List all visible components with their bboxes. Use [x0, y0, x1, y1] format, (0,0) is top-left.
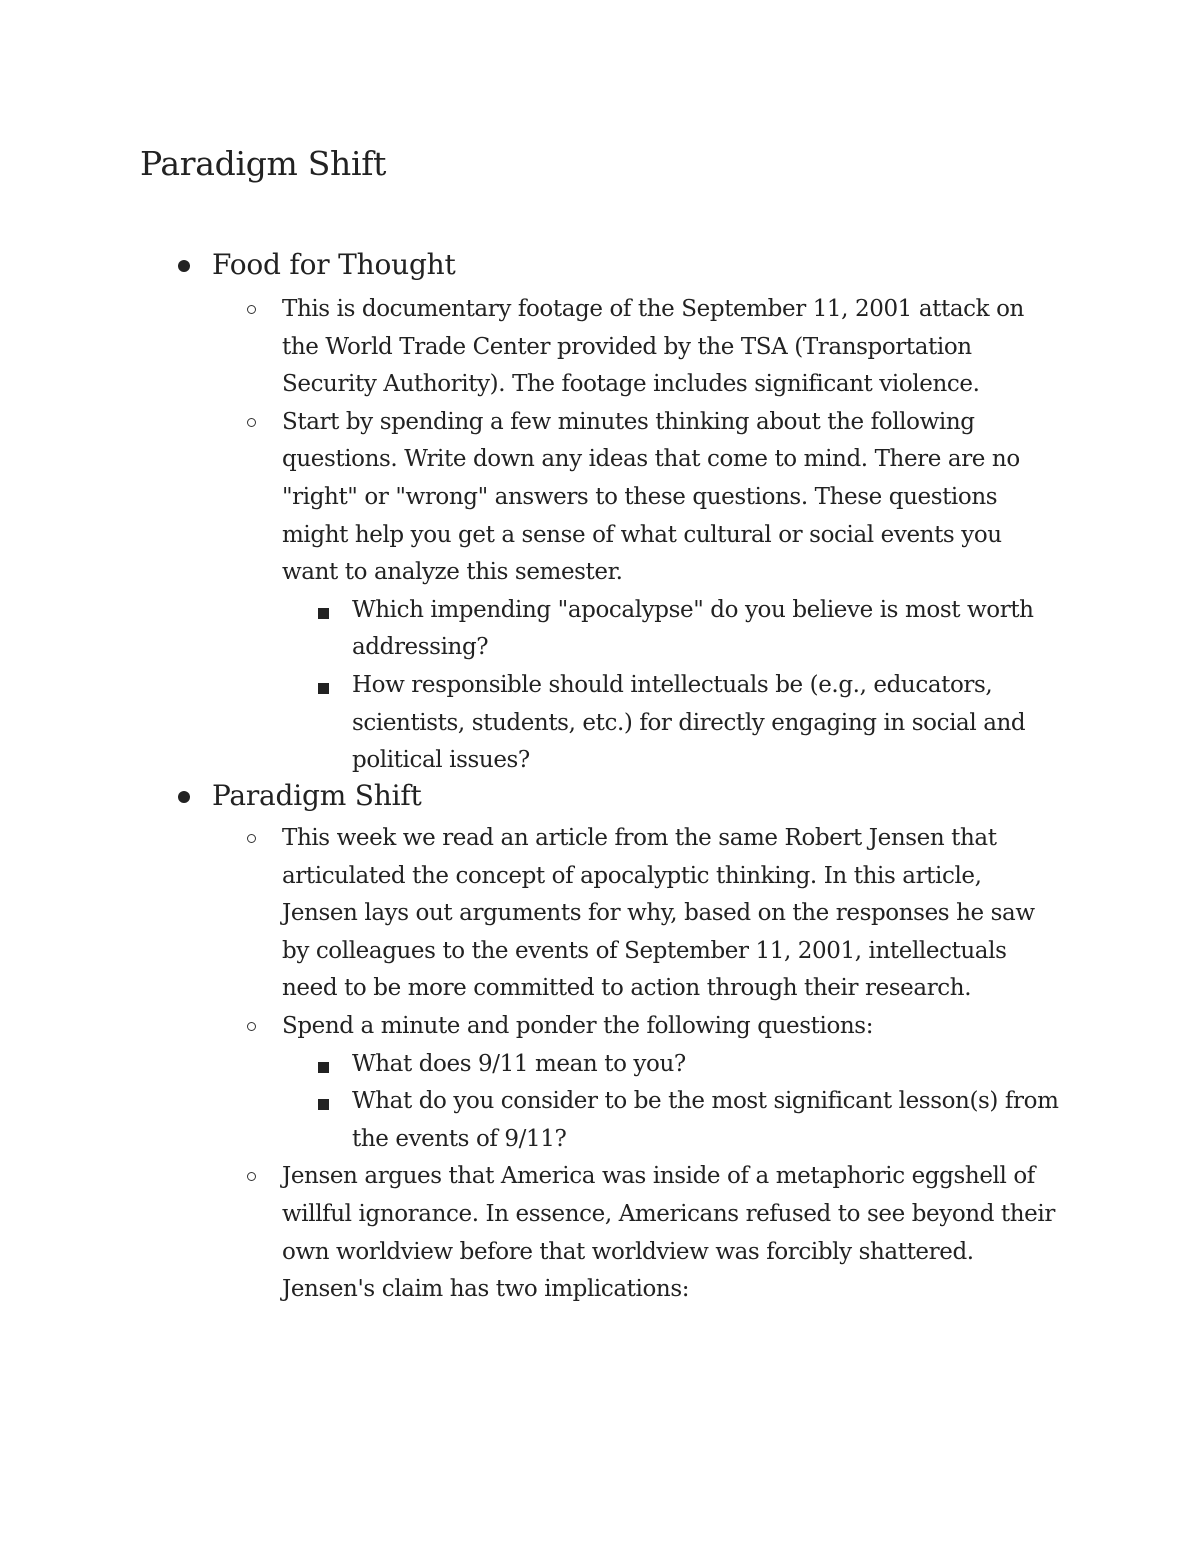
list-item — [0, 404, 1062, 592]
sub-list-item — [0, 667, 1062, 780]
hollow-circle-bullet-icon — [247, 1172, 256, 1181]
list-item-heading — [0, 776, 1200, 816]
sub-list-item-text: What do you consider to be the most significant lesson(s) from the events of 9/11? — [352, 1088, 1059, 1152]
filled-circle-bullet-icon — [178, 260, 190, 272]
list-item — [0, 1158, 1062, 1308]
list-item — [0, 1008, 1062, 1046]
sub-list-item — [0, 592, 1062, 667]
section-heading: Food for Thought — [212, 248, 456, 281]
hollow-circle-bullet-icon — [247, 305, 256, 314]
filled-circle-bullet-icon — [178, 791, 190, 803]
hollow-circle-bullet-icon — [247, 834, 256, 843]
square-bullet-icon — [318, 608, 329, 619]
square-bullet-icon — [318, 1099, 329, 1110]
list-item-text: This week we read an article from the same Robert Jensen that articulated the concept of apocalyptic thinking. In this article, Jensen lays out arguments for why, based on the responses he saw by colleagues to the events of September 11, 2001, intellectuals need to be more committed to action through their research. — [282, 825, 1035, 1002]
hollow-circle-bullet-icon — [247, 1022, 256, 1031]
section-heading: Paradigm Shift — [212, 779, 422, 812]
sub-list-item — [0, 1046, 1062, 1084]
hollow-circle-bullet-icon — [247, 418, 256, 427]
sub-list-item-text: Which impending "apocalypse" do you believe is most worth addressing? — [352, 596, 1034, 661]
list-item — [0, 820, 1062, 1008]
list-item-heading — [0, 245, 1200, 285]
list-item-text: This is documentary footage of the September 11, 2001 attack on the World Trade Center provided by the TSA (Transportation Security Authority). The footage includes significant violence. — [282, 296, 1024, 398]
square-bullet-icon — [318, 1062, 329, 1073]
list-item — [0, 291, 1062, 404]
list-item-text: Start by spending a few minutes thinking about the following questions. Write down any ideas that come to mind. There are no "right" or "wrong" answers to these questions. These questions might help you get a sense of what cultural or social events you want to analyze this semester. — [282, 408, 1020, 586]
square-bullet-icon — [318, 683, 329, 694]
page-title: Paradigm Shift — [140, 144, 387, 183]
sub-list-item-text: How responsible should intellectuals be (e.g., educators, scientists, students, etc.) for directly engaging in social and political issues? — [352, 671, 1026, 774]
list-item-text: Jensen argues that America was inside of a metaphoric eggshell of willful ignorance. In essence, Americans refused to see beyond their own worldview before that worldview was forcibly shattered. Jensen's claim has two implications: — [282, 1163, 1055, 1303]
sub-list-item — [0, 1083, 1062, 1158]
sub-list-item-text: What does 9/11 mean to you? — [352, 1050, 686, 1077]
list-item-text: Spend a minute and ponder the following questions: — [282, 1012, 874, 1039]
section-paradigm-shift — [0, 776, 1200, 1309]
section-food-for-thought — [0, 245, 1200, 780]
